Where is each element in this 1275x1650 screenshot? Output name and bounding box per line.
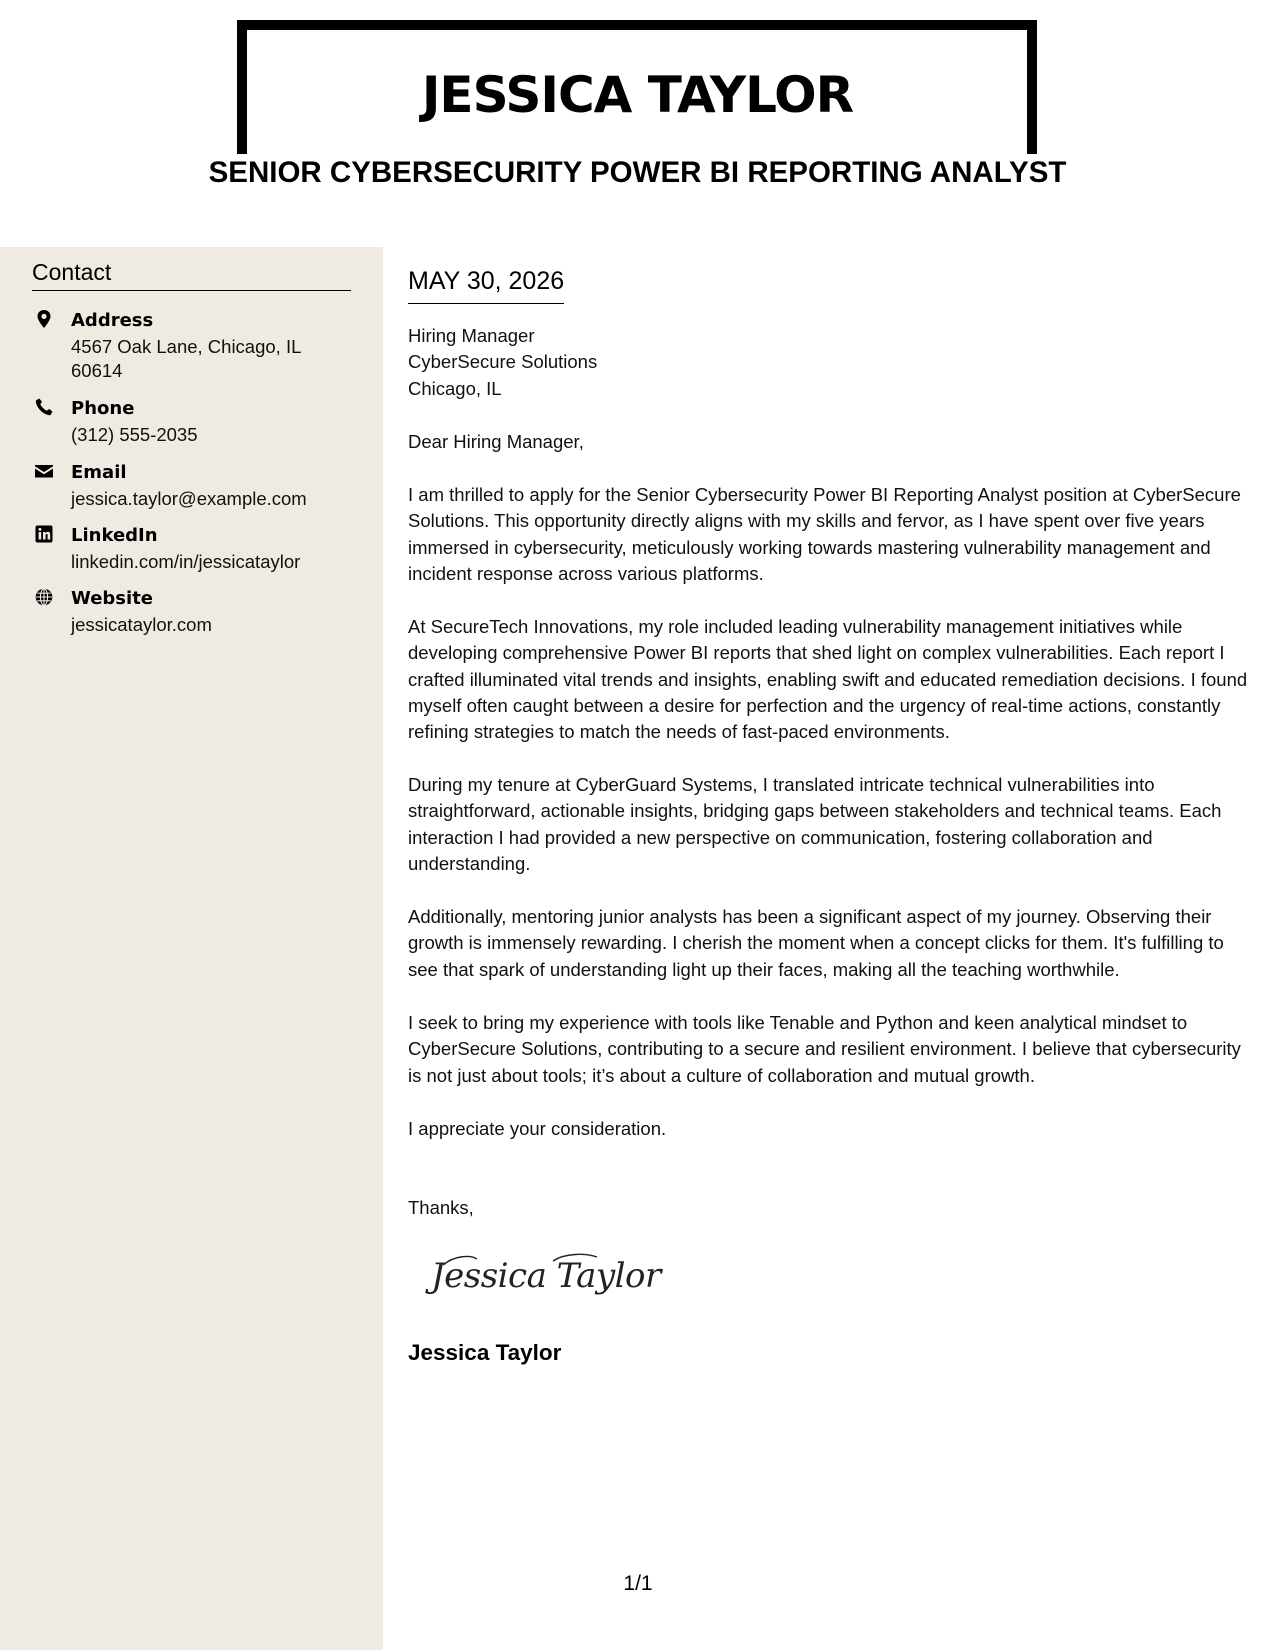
envelope-icon <box>34 461 54 481</box>
body-paragraph: At SecureTech Innovations, my role included leading vulnerability management initiatives while developing comprehensive Power BI reports that shed light on complex vulnerabilities. Each report I crafted illuminated vital trends and insights, enabling swift and educated remediation decisions. I found myself often caught between a desire for perfection and the urgency of real-time actions, constantly refining strategies to match the needs of fast-paced environments. <box>408 616 1248 743</box>
contact-label: Website <box>71 588 154 609</box>
contact-label: Email <box>71 462 127 483</box>
body-paragraph: I appreciate your consideration. <box>408 1118 667 1139</box>
svg-text:Jessica Taylor: Jessica Taylor <box>431 1256 661 1296</box>
contact-label: LinkedIn <box>71 525 158 546</box>
contact-sidebar <box>0 247 383 1650</box>
map-pin-icon <box>34 309 54 329</box>
linkedin-value: linkedin.com/in/jessicataylor <box>71 551 301 572</box>
signer-name: Jessica Taylor <box>408 1340 562 1365</box>
closing: Thanks, <box>408 1197 474 1218</box>
job-title: SENIOR CYBERSECURITY POWER BI REPORTING ANALYST <box>208 156 1067 189</box>
body-paragraph: Additionally, mentoring junior analysts has been a significant aspect of my journey. Observing their growth is immensely rewarding. I cherish the moment when a concept clicks for them. It's fulfilling to see that spark of understanding light up their faces, making all the teaching worthwhile. <box>408 906 1224 980</box>
recipient-name: Hiring Manager <box>408 325 535 346</box>
recipient-location: Chicago, IL <box>408 378 502 399</box>
phone-value: (312) 555-2035 <box>71 424 198 445</box>
salutation: Dear Hiring Manager, <box>408 431 584 452</box>
email-value: jessica.taylor@example.com <box>71 488 307 509</box>
applicant-name: JESSICA TAYLOR <box>421 66 854 124</box>
contact-heading: Contact <box>32 257 351 291</box>
body-paragraph: During my tenure at CyberGuard Systems, I translated intricate technical vulnerabilities into straightforward, actionable insights, bridging gaps between stakeholders and technical teams. Each interaction I had provided a new perspective on communication, fostering collaboration and understanding. <box>408 774 1222 874</box>
contact-label: Phone <box>71 398 135 419</box>
address-value: 4567 Oak Lane, Chicago, IL 60614 <box>71 336 301 381</box>
recipient-company: CyberSecure Solutions <box>408 351 598 372</box>
letter-date: MAY 30, 2026 <box>408 264 564 304</box>
contact-label: Address <box>71 310 154 331</box>
phone-icon <box>34 397 54 417</box>
globe-icon <box>34 587 54 607</box>
handwritten-signature <box>425 1245 665 1305</box>
website-value: jessicataylor.com <box>71 614 212 635</box>
linkedin-icon <box>34 524 54 544</box>
body-paragraph: I seek to bring my experience with tools like Tenable and Python and keen analytical mindset to CyberSecure Solutions, contributing to a secure and resilient environment. I believe that cybersecurity is not just about tools; it’s about a culture of collaboration and mutual growth. <box>408 1012 1241 1086</box>
body-paragraph: I am thrilled to apply for the Senior Cybersecurity Power BI Reporting Analyst position at CyberSecure Solutions. This opportunity directly aligns with my skills and fervor, as I have spent over five years immersed in cybersecurity, meticulously working towards mastering vulnerability management and incident response across various platforms. <box>408 484 1241 584</box>
page-number: 1/1 <box>623 1572 653 1595</box>
